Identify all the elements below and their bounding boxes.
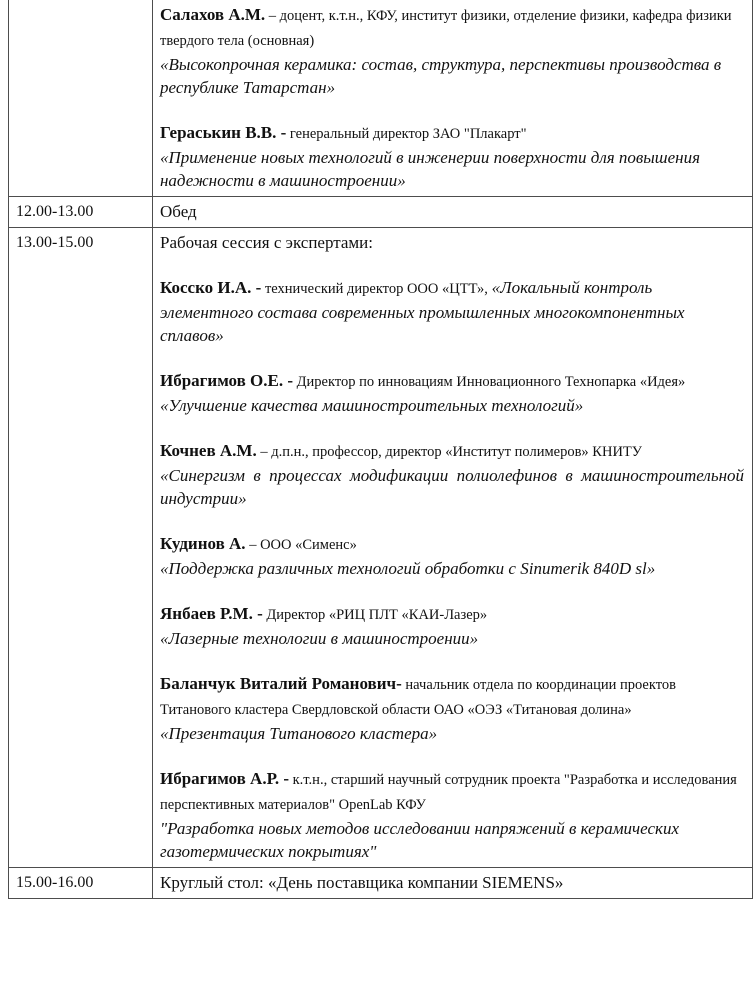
blank-line — [160, 417, 744, 439]
speaker-name: Кочнев А.М. — [160, 441, 257, 460]
blank-line — [160, 580, 744, 602]
blank-line — [160, 347, 744, 369]
speaker-block — [160, 3, 744, 53]
content-cell — [153, 228, 753, 868]
event-label: Круглый стол: «День поставщика компании SIEMENS» — [160, 873, 564, 892]
talk-title-text: «Улучшение качества машиностроительных технологий» — [160, 396, 584, 415]
talk-title-text: «Лазерные технологии в машиностроении» — [160, 629, 479, 648]
speaker-block — [160, 672, 744, 722]
speaker-desc: технический директор ООО «ЦТТ», — [261, 281, 492, 297]
speaker-block — [160, 532, 744, 557]
talk-title — [160, 146, 744, 192]
time-cell: 12.00-13.00 — [9, 197, 153, 228]
talk-title-text: «Поддержка различных технологий обработки с Sinumerik 840D sl» — [160, 559, 656, 578]
talk-title — [160, 627, 744, 650]
speaker-desc: – д.п.н., профессор, директор «Институт полимеров» КНИТУ — [256, 444, 643, 460]
talk-title — [160, 722, 744, 745]
speaker-block — [160, 767, 744, 817]
talk-title-text: «Применение новых технологий в инженерии поверхности для повышения надежности в машиностроении» — [160, 148, 700, 190]
talk-title-text: «Высокопрочная керамика: состав, структура, перспективы производства в республике Татарстан» — [160, 55, 722, 97]
talk-title-text: «Презентация Титанового кластера» — [160, 724, 438, 743]
blank-line — [160, 99, 744, 121]
speaker-name: Ибрагимов А.Р. - — [160, 769, 290, 788]
speaker-name: Салахов А.М. — [160, 5, 266, 24]
time-cell — [9, 0, 153, 197]
time-cell: 15.00-16.00 — [9, 868, 153, 899]
schedule-table — [8, 0, 753, 899]
talk-title — [160, 557, 744, 580]
speaker-block — [160, 276, 744, 347]
blank-line — [160, 650, 744, 672]
speaker-block — [160, 602, 744, 627]
blank-line — [160, 254, 744, 276]
talk-title — [160, 817, 744, 863]
speaker-name: Ибрагимов О.Е. - — [160, 371, 294, 390]
talk-title-text: "Разработка новых методов исследовании напряжений в керамических газотермических покрытиях" — [160, 819, 680, 861]
speaker-name: Янбаев Р.М. - — [160, 604, 263, 623]
talk-title — [160, 53, 744, 99]
speaker-desc: Директор «РИЦ ПЛТ «КАИ-Лазер» — [262, 607, 488, 623]
speaker-desc: – ООО «Сименс» — [245, 537, 357, 553]
table-row — [9, 228, 753, 868]
speaker-block — [160, 121, 744, 146]
talk-title — [160, 464, 744, 510]
speaker-name: Кудинов А. — [160, 534, 246, 553]
speaker-desc: начальник отдела по координации проектов Титанового кластера Свердловской области ОАО «ОЭЗ «Титановая долина» — [160, 677, 676, 718]
content-cell — [153, 868, 753, 899]
talk-title — [160, 394, 744, 417]
blank-line — [160, 510, 744, 532]
content-cell — [153, 0, 753, 197]
speaker-desc: Директор по инновациям Инновационного Технопарка «Идея» — [293, 374, 686, 390]
event-label: Обед — [160, 202, 197, 221]
table-row — [9, 868, 753, 899]
table-row — [9, 197, 753, 228]
speaker-block — [160, 439, 744, 464]
time-cell: 13.00-15.00 — [9, 228, 153, 868]
speaker-desc: – доцент, к.т.н., КФУ, институт физики, отделение физики, кафедра физики твердого тела (основная) — [160, 8, 732, 49]
speaker-name: Гераськин В.В. - — [160, 123, 287, 142]
blank-line — [160, 745, 744, 767]
event-label: Рабочая сессия с экспертами: — [160, 233, 374, 252]
speaker-name: Баланчук Виталий Романович- — [160, 674, 402, 693]
talk-title-text: «Синергизм в процессах модификации полиолефинов в машиностроительной индустрии» — [160, 466, 744, 508]
speaker-block — [160, 369, 744, 394]
speaker-desc: к.т.н., старший научный сотрудник проекта "Разработка и исследования перспективных материалов" OpenLab КФУ — [160, 772, 737, 813]
speaker-name: Косско И.А. - — [160, 278, 262, 297]
talk-title-inline: «Локальный контроль элементного состава современных промышленных многокомпонентных сплавов» — [160, 278, 685, 345]
content-cell — [153, 197, 753, 228]
table-row — [9, 0, 753, 197]
speaker-desc: генеральный директор ЗАО "Плакарт" — [286, 126, 527, 142]
